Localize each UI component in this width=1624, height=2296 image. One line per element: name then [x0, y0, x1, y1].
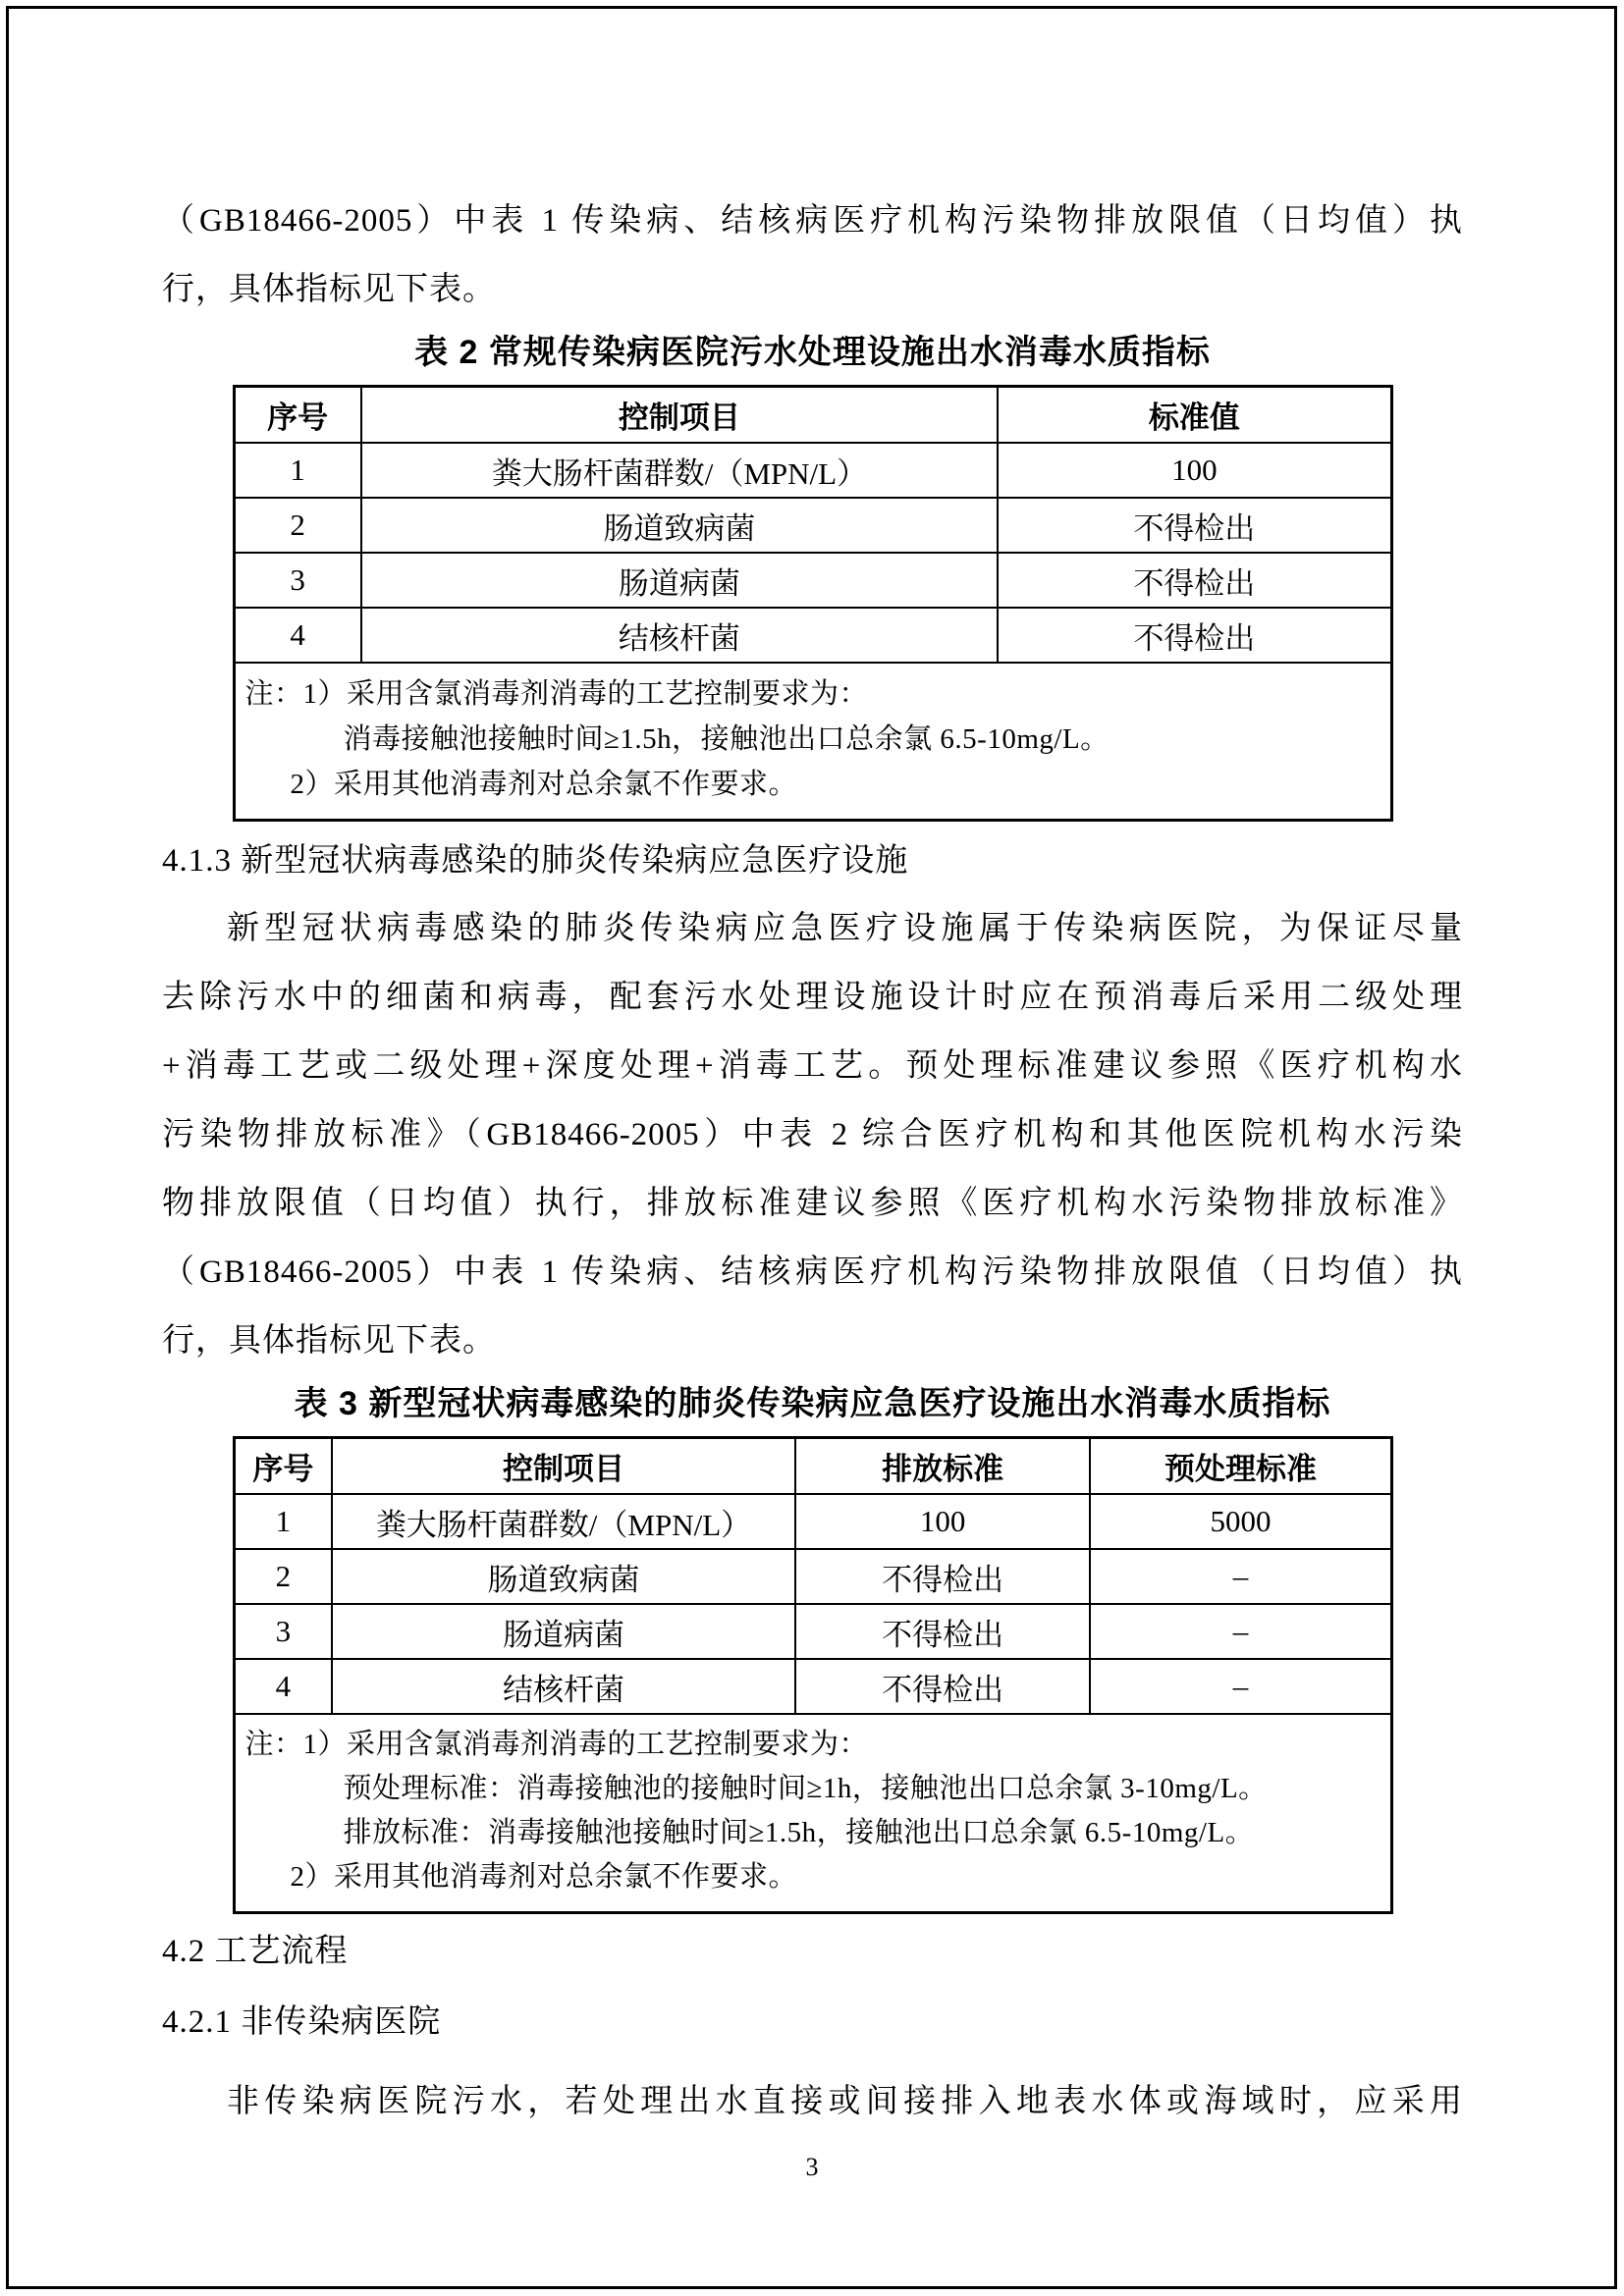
note-line: 预处理标准：消毒接触池的接触时间≥1h，接触池出口总余氯 3-10mg/L。: [343, 1773, 1268, 1804]
table3-cell-item-2: 肠道致病菌: [332, 1549, 795, 1604]
paragraph-line: （GB18466-2005）中表 1 传染病、结核病医疗机构污染物排放限值（日均值）执: [162, 1255, 1463, 1290]
table3-header-row: [234, 1438, 1391, 1495]
table3-cell-seq-2: 2: [234, 1549, 332, 1604]
intro-line-1: （GB18466-2005）中表 1 传染病、结核病医疗机构污染物排放限值（日均值）执: [162, 203, 1463, 239]
table3-cell-item-4: 结核杆菌: [332, 1659, 795, 1714]
table2-cell-seq-3: 3: [234, 553, 361, 608]
table3-note-row: [234, 1714, 1391, 1913]
table3-header-item: 控制项目: [332, 1438, 795, 1495]
intro-line-2: 行，具体指标见下表。: [162, 272, 496, 307]
table2: [233, 385, 1393, 822]
table2-cell-item-2: 肠道致病菌: [361, 498, 998, 553]
table2-cell-standard-3: 不得检出: [998, 553, 1391, 608]
table-row: [234, 1549, 1391, 1604]
table3-title: 表 3 新型冠状病毒感染的肺炎传染病应急医疗设施出水消毒水质指标: [294, 1385, 1331, 1422]
table3-header-seq: 序号: [234, 1438, 332, 1495]
table-row: [234, 553, 1391, 608]
table3-cell-pretreatment-1: 5000: [1090, 1494, 1391, 1549]
paragraph-line: 新型冠状病毒感染的肺炎传染病应急医疗设施属于传染病医院，为保证尽量: [227, 911, 1463, 946]
table3-cell-discharge-1: 100: [795, 1494, 1091, 1549]
page-number: 3: [805, 2153, 819, 2181]
table-row: [234, 1494, 1391, 1549]
table3-cell-seq-3: 3: [234, 1604, 332, 1659]
paragraph-line: +消毒工艺或二级处理+深度处理+消毒工艺。预处理标准建议参照《医疗机构水: [162, 1048, 1463, 1084]
table-row: [234, 608, 1391, 663]
table3-cell-item-1: 粪大肠杆菌群数/（MPN/L）: [332, 1494, 795, 1549]
section-4-1-3-heading: 4.1.3 新型冠状病毒感染的肺炎传染病应急医疗设施: [162, 843, 909, 879]
paragraph-line: 行，具体指标见下表。: [162, 1323, 496, 1359]
note-line: 2）采用其他消毒剂对总余氯不作要求。: [290, 1861, 798, 1893]
table2-cell-seq-1: 1: [234, 443, 361, 498]
table-row: [234, 1659, 1391, 1714]
paragraph-line: 污染物排放标准》（GB18466-2005）中表 2 综合医疗机构和其他医院机构水污染: [162, 1117, 1463, 1152]
table3-cell-discharge-3: 不得检出: [795, 1604, 1091, 1659]
table2-cell-item-1: 粪大肠杆菌群数/（MPN/L）: [361, 443, 998, 498]
paragraph-line: 物排放限值（日均值）执行，排放标准建议参照《医疗机构水污染物排放标准》: [162, 1186, 1463, 1221]
table2-title: 表 2 常规传染病医院污水处理设施出水消毒水质指标: [414, 334, 1211, 371]
table3-cell-discharge-2: 不得检出: [795, 1549, 1091, 1604]
table2-cell-seq-4: 4: [234, 608, 361, 663]
table3-header-discharge: 排放标准: [795, 1438, 1091, 1495]
table3-note: [234, 1714, 1391, 1913]
table3-cell-item-3: 肠道病菌: [332, 1604, 795, 1659]
table-row: [234, 1604, 1391, 1659]
note-line: 排放标准：消毒接触池接触时间≥1.5h，接触池出口总余氯 6.5-10mg/L。: [343, 1817, 1255, 1848]
section-4-2-1-heading: 4.2.1 非传染病医院: [162, 2004, 442, 2040]
table2-cell-standard-4: 不得检出: [998, 608, 1391, 663]
table2-note-row: [234, 663, 1391, 821]
table3-cell-seq-4: 4: [234, 1659, 332, 1714]
table-row: [234, 498, 1391, 553]
table2-cell-item-3: 肠道病菌: [361, 553, 998, 608]
table2-cell-standard-1: 100: [998, 443, 1391, 498]
section-4-2-heading: 4.2 工艺流程: [162, 1934, 349, 1969]
table3-cell-pretreatment-4: –: [1090, 1659, 1391, 1714]
paragraph-line: 去除污水中的细菌和病毒，配套污水处理设施设计时应在预消毒后采用二级处理: [162, 980, 1463, 1015]
note-line: 注：1）采用含氯消毒剂消毒的工艺控制要求为：: [244, 678, 869, 710]
table3-cell-pretreatment-2: –: [1090, 1549, 1391, 1604]
note-line: 消毒接触池接触时间≥1.5h，接触池出口总余氯 6.5-10mg/L。: [343, 723, 1110, 755]
table2-header-row: [234, 387, 1391, 444]
table2-header-standard: 标准值: [998, 387, 1391, 444]
note-line: 2）采用其他消毒剂对总余氯不作要求。: [290, 769, 798, 800]
table3-header-pretreatment: 预处理标准: [1090, 1438, 1391, 1495]
section-4-2-1-paragraph-line: 非传染病医院污水，若处理出水直接或间接排入地表水体或海域时，应采用: [227, 2084, 1463, 2119]
table-row: [234, 443, 1391, 498]
table2-header-seq: 序号: [234, 387, 361, 444]
table2-cell-item-4: 结核杆菌: [361, 608, 998, 663]
table2-header-item: 控制项目: [361, 387, 998, 444]
table3-cell-seq-1: 1: [234, 1494, 332, 1549]
note-line: 注：1）采用含氯消毒剂消毒的工艺控制要求为：: [244, 1729, 869, 1760]
section-4-1-3-paragraph: [162, 894, 1463, 1375]
page-content: [162, 187, 1463, 2136]
table2-note: [234, 663, 1391, 821]
table3: [233, 1436, 1393, 1914]
table3-cell-discharge-4: 不得检出: [795, 1659, 1091, 1714]
table2-cell-seq-2: 2: [234, 498, 361, 553]
table2-cell-standard-2: 不得检出: [998, 498, 1391, 553]
table3-cell-pretreatment-3: –: [1090, 1604, 1391, 1659]
